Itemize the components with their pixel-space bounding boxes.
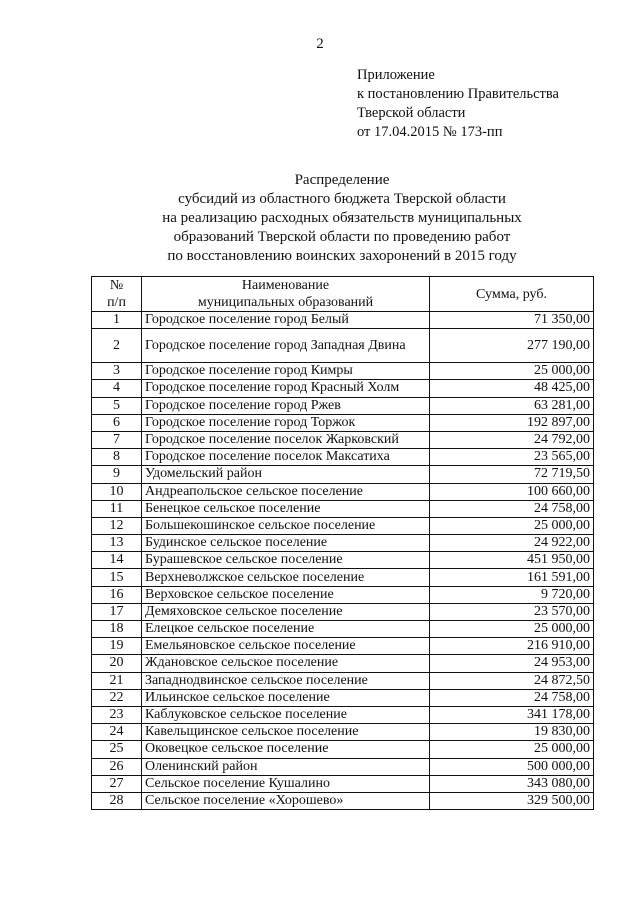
table-row [92,603,594,620]
cell-num: 22 [92,689,142,706]
cell-sum: 48 425,00 [430,380,594,397]
cell-num: 20 [92,655,142,672]
cell-name: Емельяновское сельское поселение [142,638,430,655]
table-row [92,466,594,483]
table-row [92,397,594,414]
cell-num: 28 [92,792,142,809]
table-row [92,500,594,517]
cell-name: Сельское поселение «Хорошево» [142,792,430,809]
table-row [92,414,594,431]
header-name-line1: Наименование [241,278,330,293]
cell-name: Городское поселение поселок Жарковский [142,431,430,448]
cell-sum: 216 910,00 [430,638,594,655]
cell-name: Городское поселение город Кимры [142,363,430,380]
cell-name: Елецкое сельское поселение [142,621,430,638]
header-name-line2: муниципальных образований [197,295,374,310]
cell-sum: 24 792,00 [430,431,594,448]
table-row [92,621,594,638]
cell-num: 8 [92,449,142,466]
cell-num: 18 [92,621,142,638]
cell-num: 12 [92,517,142,534]
cell-name: Ждановское сельское поселение [142,655,430,672]
cell-num: 1 [92,312,142,329]
cell-num: 23 [92,706,142,723]
cell-name: Верховское сельское поселение [142,586,430,603]
cell-num: 6 [92,414,142,431]
cell-name: Городское поселение город Западная Двина [142,329,430,363]
appendix-line: к постановлению Правительства [357,86,559,102]
cell-sum: 329 500,00 [430,792,594,809]
cell-name: Ильинское сельское поселение [142,689,430,706]
cell-name: Бенецкое сельское поселение [142,500,430,517]
cell-name: Западнодвинское сельское поселение [142,672,430,689]
cell-sum: 25 000,00 [430,621,594,638]
header-num-line2: п/п [107,295,126,310]
cell-sum: 24 758,00 [430,500,594,517]
cell-sum: 23 570,00 [430,603,594,620]
cell-name: Верхневолжское сельское поселение [142,569,430,586]
table-row [92,449,594,466]
title-line: образований Тверской области по проведению работ [173,229,511,245]
appendix-line: Тверской области [357,105,466,121]
table-row [92,329,594,363]
table-row [92,689,594,706]
cell-sum: 25 000,00 [430,363,594,380]
header-name [142,277,430,312]
cell-sum: 192 897,00 [430,414,594,431]
appendix-line: от 17.04.2015 № 173-пп [357,124,503,140]
cell-sum: 25 000,00 [430,517,594,534]
cell-num: 27 [92,775,142,792]
cell-num: 11 [92,500,142,517]
title-line: Распределение [294,172,390,188]
cell-num: 4 [92,380,142,397]
cell-name: Андреапольское сельское поселение [142,483,430,500]
cell-num: 10 [92,483,142,500]
cell-sum: 343 080,00 [430,775,594,792]
cell-sum: 24 953,00 [430,655,594,672]
cell-num: 21 [92,672,142,689]
table-row [92,758,594,775]
table-row [92,672,594,689]
cell-sum: 25 000,00 [430,741,594,758]
cell-num: 16 [92,586,142,603]
cell-sum: 72 719,50 [430,466,594,483]
cell-num: 24 [92,724,142,741]
cell-name: Будинское сельское поселение [142,535,430,552]
cell-num: 2 [92,329,142,363]
cell-name: Городское поселение город Торжок [142,414,430,431]
cell-sum: 24 922,00 [430,535,594,552]
table-row [92,638,594,655]
table-row [92,724,594,741]
table-row [92,431,594,448]
table-row [92,552,594,569]
cell-num: 7 [92,431,142,448]
table-row [92,741,594,758]
header-num-line1: № [109,278,124,293]
cell-sum: 24 872,50 [430,672,594,689]
cell-sum: 451 950,00 [430,552,594,569]
cell-sum: 23 565,00 [430,449,594,466]
cell-sum: 63 281,00 [430,397,594,414]
cell-num: 3 [92,363,142,380]
cell-name: Городское поселение город Белый [142,312,430,329]
cell-num: 14 [92,552,142,569]
cell-num: 13 [92,535,142,552]
title-line: на реализацию расходных обязательств муниципальных [162,210,522,226]
cell-sum: 19 830,00 [430,724,594,741]
header-num [92,277,142,312]
table-row [92,706,594,723]
appendix-block [357,66,559,142]
table-row [92,380,594,397]
cell-sum: 100 660,00 [430,483,594,500]
title-line: субсидий из областного бюджета Тверской области [178,191,506,207]
cell-name: Кавельщинское сельское поселение [142,724,430,741]
header-sum: Сумма, руб. [430,277,594,312]
table-row [92,569,594,586]
table-row [92,655,594,672]
document-title [0,171,640,266]
table-row [92,792,594,809]
cell-num: 19 [92,638,142,655]
cell-name: Демяховское сельское поселение [142,603,430,620]
title-line: по восстановлению воинских захоронений в 2015 году [167,248,517,264]
cell-name: Городское поселение город Ржев [142,397,430,414]
table-row [92,517,594,534]
cell-name: Городское поселение поселок Максатиха [142,449,430,466]
table-row [92,312,594,329]
cell-num: 26 [92,758,142,775]
page-number: 2 [316,36,324,52]
table-row [92,535,594,552]
cell-sum: 341 178,00 [430,706,594,723]
cell-name: Городское поселение город Красный Холм [142,380,430,397]
cell-num: 5 [92,397,142,414]
cell-sum: 71 350,00 [430,312,594,329]
subsidy-table [91,276,594,810]
cell-sum: 9 720,00 [430,586,594,603]
cell-name: Большекошинское сельское поселение [142,517,430,534]
table-row [92,775,594,792]
cell-num: 15 [92,569,142,586]
cell-name: Сельское поселение Кушалино [142,775,430,792]
table-row [92,586,594,603]
cell-num: 9 [92,466,142,483]
cell-sum: 161 591,00 [430,569,594,586]
cell-name: Оленинский район [142,758,430,775]
cell-sum: 500 000,00 [430,758,594,775]
table-row [92,363,594,380]
table-row [92,483,594,500]
table-header-row [92,277,594,312]
appendix-line: Приложение [357,67,435,83]
cell-num: 25 [92,741,142,758]
cell-name: Оковецкое сельское поселение [142,741,430,758]
cell-name: Каблуковское сельское поселение [142,706,430,723]
cell-name: Бурашевское сельское поселение [142,552,430,569]
cell-sum: 24 758,00 [430,689,594,706]
cell-name: Удомельский район [142,466,430,483]
cell-sum: 277 190,00 [430,329,594,363]
cell-num: 17 [92,603,142,620]
